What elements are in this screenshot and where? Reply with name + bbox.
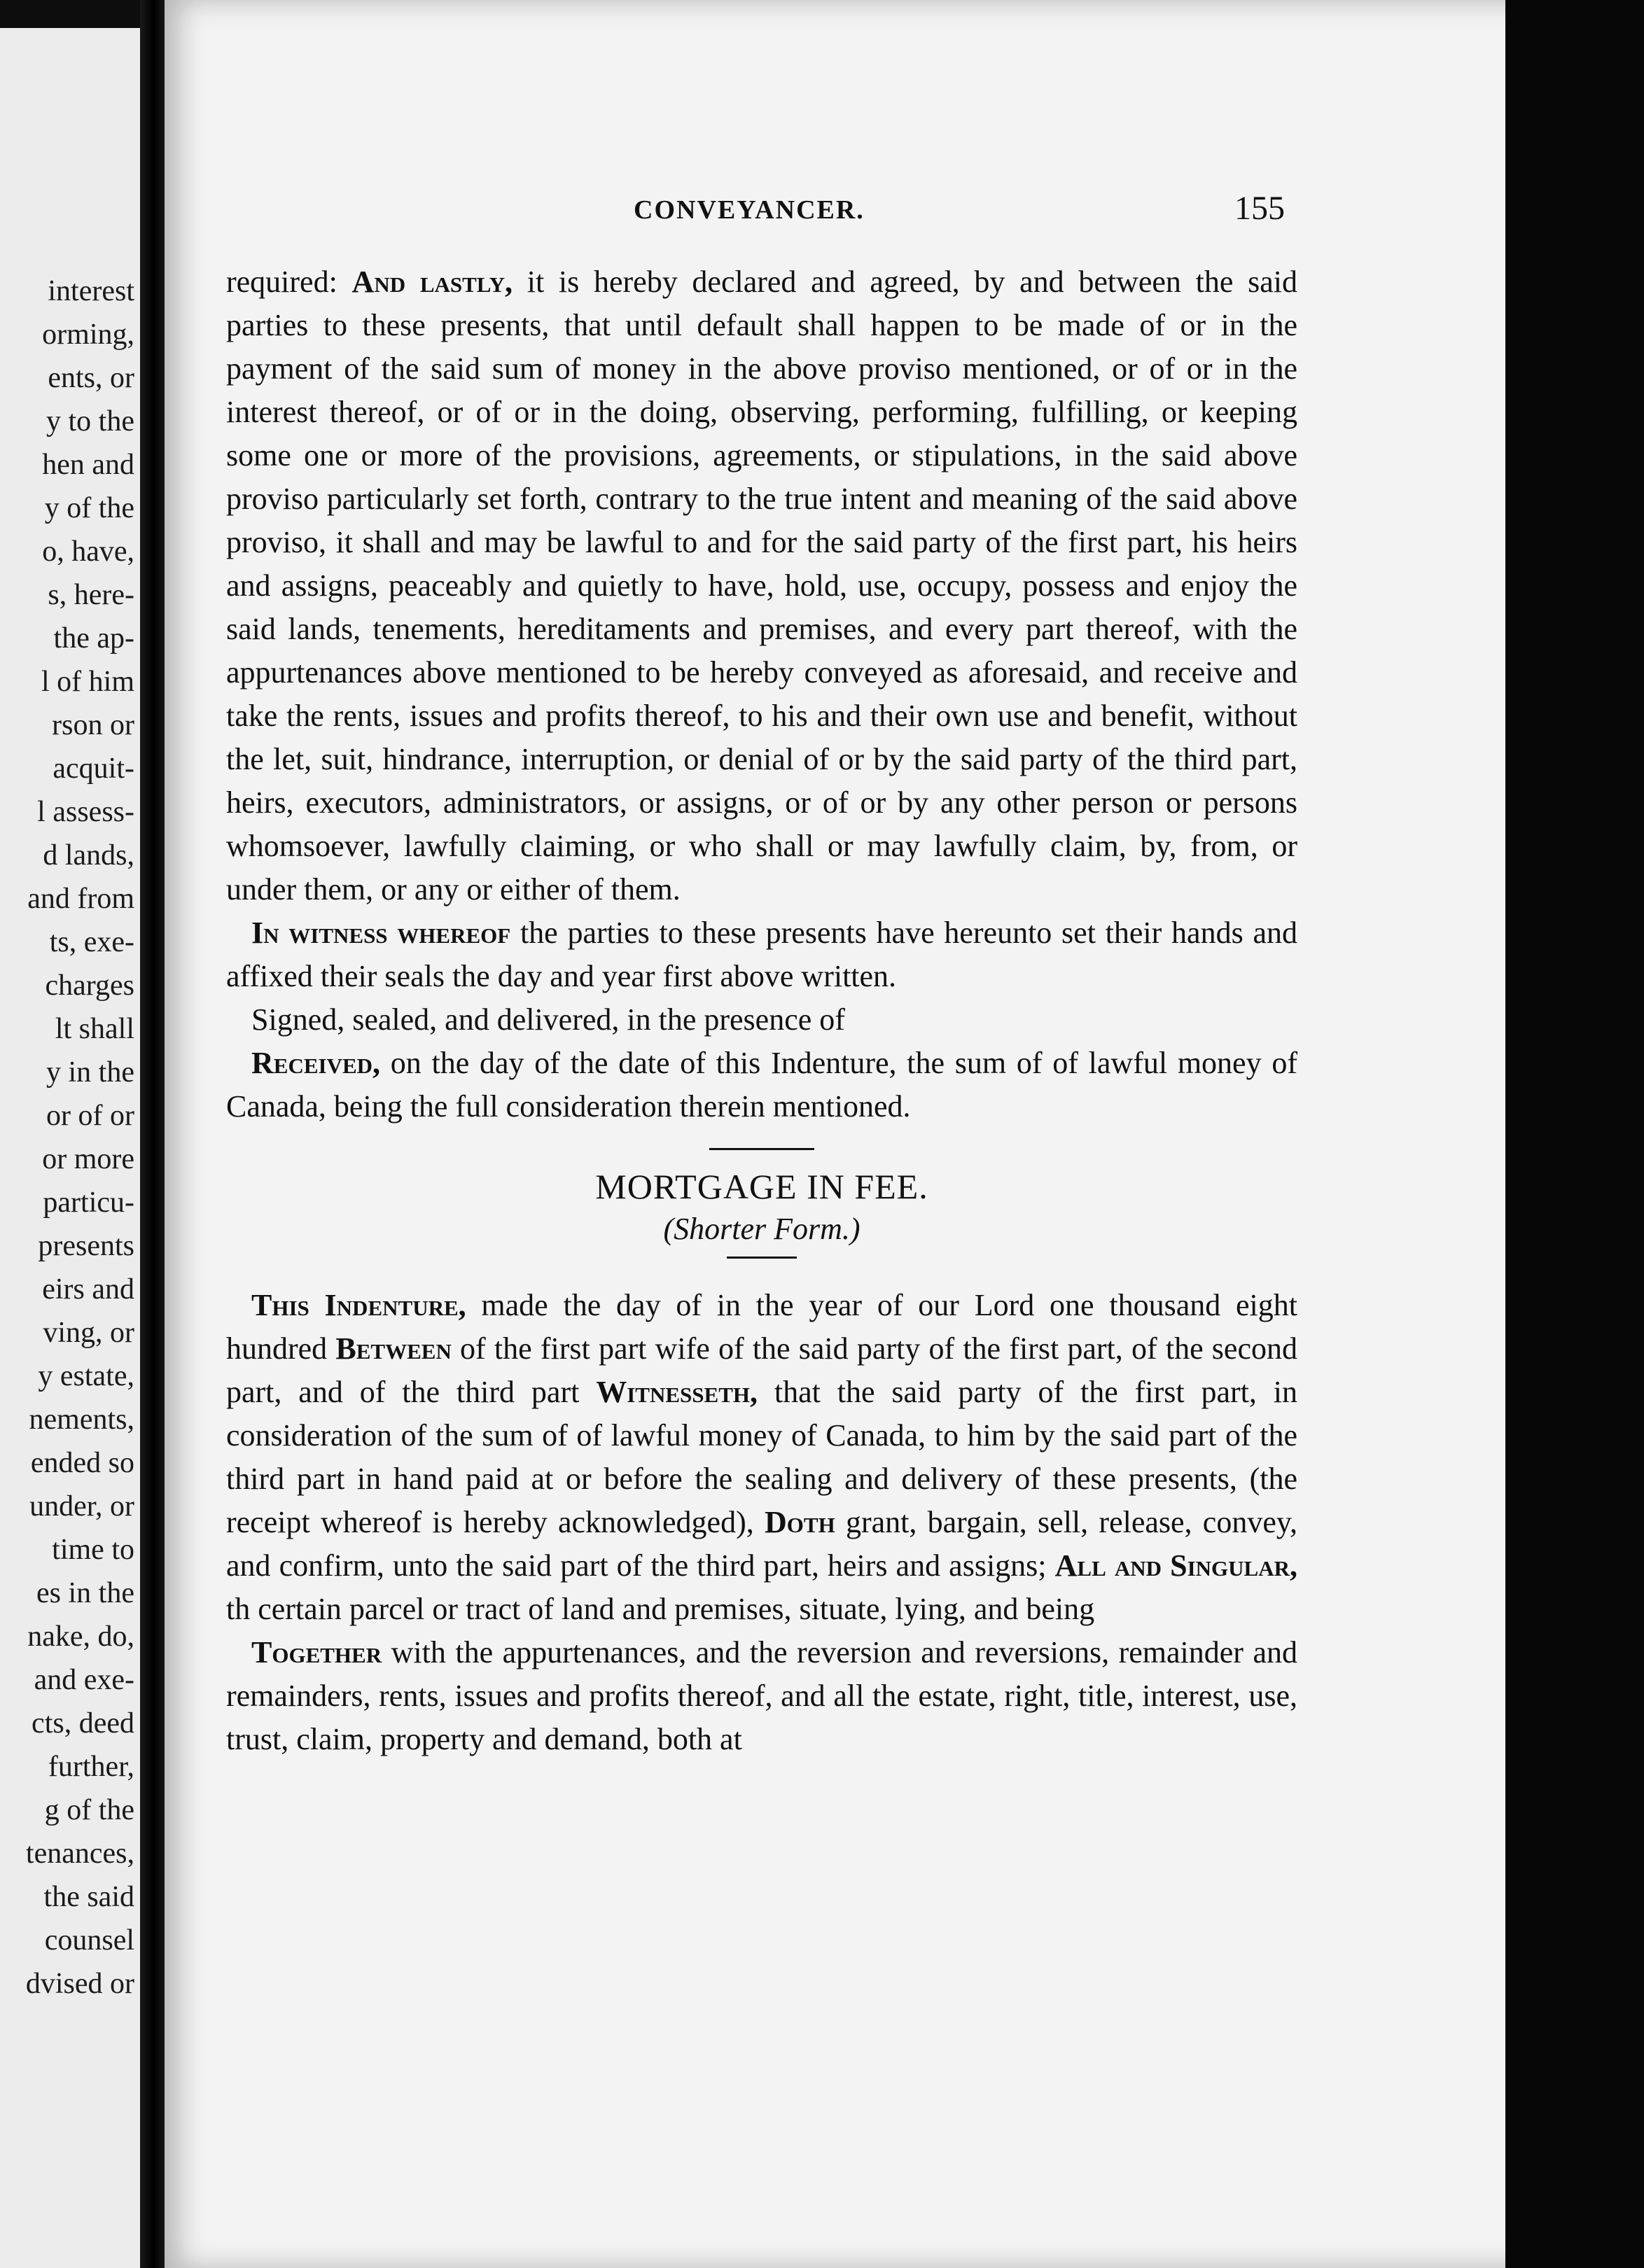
- facing-page-line: s, here-: [48, 579, 134, 611]
- facing-page-line: d lands,: [43, 839, 134, 872]
- paragraph-in-witness: In witness whereof the parties to these presents have hereunto set their hands and affixed their seals the day and year first above written.: [226, 916, 1297, 993]
- facing-page-line: hen and: [42, 449, 134, 481]
- facing-page-line: cts, deed: [32, 1707, 134, 1740]
- facing-page-line: nements,: [29, 1404, 134, 1436]
- facing-page-line: lt shall: [55, 1013, 134, 1045]
- facing-page-line: nake, do,: [27, 1620, 134, 1653]
- facing-page-line: l of him: [41, 666, 134, 698]
- facing-page-line: counsel: [44, 1924, 134, 1956]
- facing-page-line: or of or: [46, 1100, 134, 1132]
- paragraph-this-indenture: This Indenture, made the day of in the year of our Lord one thousand eight hundred Between of the first part wife of the said party of the first part, of the second part, and of the third part Witnesseth, that the said party of the first part, in consideration of the sum of of lawful money of Canada, to him by the said part of the third part in hand paid at or before the sealing and delivery of these presents, (the receipt whereof is hereby acknowledged), Doth grant, bargain, sell, release, convey, and confirm, unto the said part of the third part, heirs and assigns; All and Singular, th certain parcel or tract of land and premises, situate, lying, and being: [226, 1288, 1297, 1626]
- facing-page-line: further,: [48, 1751, 134, 1783]
- facing-page-line: acquit-: [53, 752, 134, 785]
- facing-page-line: the ap-: [53, 622, 134, 654]
- facing-page-text: [26, 270, 134, 2005]
- facing-page-line: dvised or: [25, 1968, 134, 2000]
- facing-page-line: eirs and: [42, 1273, 134, 1306]
- section-rule-top: [709, 1148, 814, 1150]
- facing-page-line: the said: [43, 1881, 134, 1913]
- facing-page-line: rson or: [52, 709, 134, 741]
- facing-page-line: presents: [38, 1230, 134, 1262]
- facing-page-line: ents, or: [48, 362, 134, 394]
- facing-page-line: y in the: [46, 1056, 134, 1088]
- paragraph-and-lastly: required: And lastly, it is hereby declared and agreed, by and between the said parties to these presents, that until default shall happen to be made of or in the payment of the said sum of money in the above proviso mentioned, or of or in the interest thereof, or of or in the doing, observing, performing, fulfilling, or keeping some one or more of the provisions, agreements, or stipulations, in the said above proviso particularly set forth, contrary to the true intent and meaning of the said above proviso, it shall and may be lawful to and for the said party of the first part, his heirs and assigns, peaceably and quietly to have, hold, use, occupy, possess and enjoy the said lands, tenements, hereditaments and premises, and every part thereof, with the appurtenances above mentioned to be hereby conveyed as aforesaid, and receive and take the rents, issues and profits thereof, to his and their own use and benefit, without the let, suit, hindrance, interruption, or denial of or by the said party of the third part, heirs, executors, administrators, or assigns, or of or by any other person or persons whomsoever, lawfully claiming, or who shall or may lawfully claim, by, from, or under them, or any or either of them.: [226, 265, 1298, 906]
- section-rule-bottom: [727, 1256, 797, 1259]
- facing-page-line: tenances,: [25, 1837, 134, 1870]
- section-heading: MORTGAGE IN FEE.: [595, 1167, 928, 1206]
- facing-page-line: ended so: [30, 1447, 134, 1479]
- facing-page-line: o, have,: [42, 536, 134, 568]
- facing-page-line: or more: [42, 1143, 134, 1175]
- running-title: CONVEYANCER.: [634, 195, 865, 225]
- facing-page-line: and from: [27, 883, 134, 915]
- paragraph-received: Received, on the day of the date of this Indenture, the sum of of lawful money of Canada, being the full consideration therein mentioned.: [226, 1046, 1297, 1124]
- paragraph-together: Together with the appurtenances, and the reversion and reversions, remainder and remainders, rents, issues and profits thereof, and all the estate, right, title, interest, use, trust, claim, property and demand, both at: [226, 1635, 1297, 1756]
- page-header: [165, 189, 1540, 238]
- book-gutter: [140, 0, 167, 2268]
- page-text: [226, 260, 1297, 1761]
- facing-page-line: and exe-: [34, 1664, 134, 1696]
- book-page: [165, 0, 1540, 2268]
- facing-page-line: l assess-: [37, 796, 134, 828]
- facing-page-line: interest: [48, 275, 134, 307]
- facing-page-line: time to: [52, 1534, 134, 1566]
- paragraph-signed: Signed, sealed, and delivered, in the presence of: [251, 1002, 845, 1037]
- facing-page-line: under, or: [29, 1490, 134, 1522]
- facing-page: [0, 28, 140, 2268]
- facing-page-line: orming,: [42, 318, 134, 351]
- facing-page-line: particu-: [43, 1186, 134, 1219]
- facing-page-line: y to the: [46, 405, 134, 438]
- facing-page-line: charges: [45, 969, 134, 1002]
- background-edge: [1505, 0, 1644, 2268]
- page-number: 155: [1234, 190, 1285, 227]
- facing-page-line: ts, exe-: [49, 926, 134, 958]
- facing-page-line: y estate,: [38, 1360, 134, 1392]
- facing-page-line: y of the: [44, 492, 134, 524]
- facing-page-line: es in the: [36, 1577, 134, 1609]
- section-subheading: (Shorter Form.): [663, 1212, 861, 1246]
- facing-page-line: g of the: [44, 1794, 134, 1826]
- facing-page-line: ving, or: [43, 1317, 134, 1349]
